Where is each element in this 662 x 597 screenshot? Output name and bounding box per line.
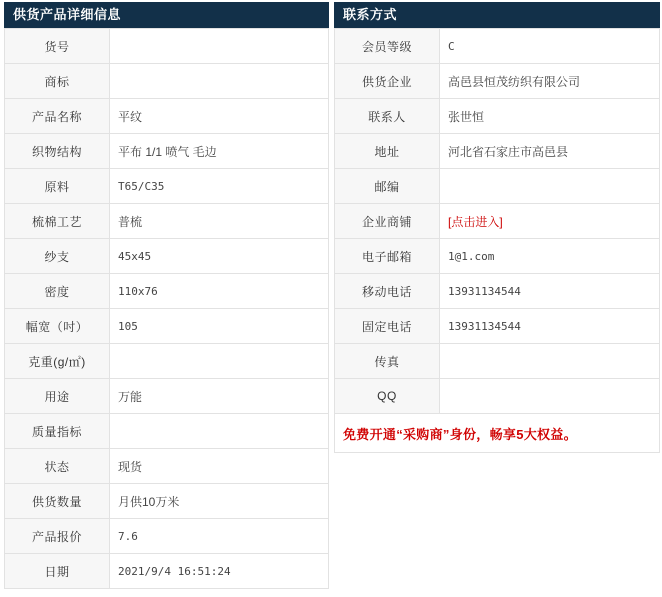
row-value-company: 高邑县恒茂纺织有限公司 [440, 64, 660, 99]
table-row [5, 64, 329, 99]
row-value-material: T65/C35 [110, 169, 329, 204]
table-row [335, 379, 660, 414]
row-value-postcode [440, 169, 660, 204]
row-label-quality-index: 质量指标 [5, 414, 110, 449]
table-row [335, 169, 660, 204]
promo-row [335, 414, 660, 453]
row-value-weight [110, 344, 329, 379]
row-label-fabric-structure: 织物结构 [5, 134, 110, 169]
row-label-email: 电子邮箱 [335, 239, 440, 274]
row-label-yarn-count: 纱支 [5, 239, 110, 274]
product-details-table [4, 28, 329, 589]
row-label-weight: 克重(g/㎡) [5, 344, 110, 379]
enter-shop-link[interactable]: [点击进入] [448, 214, 503, 229]
row-label-member-level: 会员等级 [335, 29, 440, 64]
row-value-yarn-count: 45x45 [110, 239, 329, 274]
row-label-material: 原料 [5, 169, 110, 204]
table-row [5, 379, 329, 414]
row-value-huohao [110, 29, 329, 64]
row-label-fax: 传真 [335, 344, 440, 379]
table-row [5, 309, 329, 344]
row-value-contact-person: 张世恒 [440, 99, 660, 134]
table-row [335, 64, 660, 99]
row-value-quality-index [110, 414, 329, 449]
contact-info-table [334, 28, 660, 453]
row-label-density: 密度 [5, 274, 110, 309]
row-value-density: 110x76 [110, 274, 329, 309]
table-row [5, 29, 329, 64]
table-row [5, 519, 329, 554]
row-value-usage: 万能 [110, 379, 329, 414]
row-value-shangbiao [110, 64, 329, 99]
row-label-huohao: 货号 [5, 29, 110, 64]
row-label-date: 日期 [5, 554, 110, 589]
table-row [5, 414, 329, 449]
row-label-contact-person: 联系人 [335, 99, 440, 134]
row-label-company-shop: 企业商铺 [335, 204, 440, 239]
table-row [335, 204, 660, 239]
row-value-date: 2021/9/4 16:51:24 [110, 554, 329, 589]
row-value-mobile-phone: 13931134544 [440, 274, 660, 309]
row-value-address: 河北省石家庄市高邑县 [440, 134, 660, 169]
row-value-company-shop [440, 204, 660, 239]
row-value-member-level: C [440, 29, 660, 64]
row-label-company: 供货企业 [335, 64, 440, 99]
row-value-qq [440, 379, 660, 414]
row-label-usage: 用途 [5, 379, 110, 414]
table-row [5, 449, 329, 484]
table-row [5, 554, 329, 589]
promo-cell[interactable] [335, 414, 660, 453]
row-label-landline-phone: 固定电话 [335, 309, 440, 344]
table-row [5, 99, 329, 134]
row-label-qq: QQ [335, 379, 440, 414]
table-row [5, 484, 329, 519]
table-row [5, 169, 329, 204]
table-row [335, 309, 660, 344]
table-row [335, 239, 660, 274]
table-row [5, 134, 329, 169]
product-details-header: 供货产品详细信息 [4, 2, 329, 28]
product-details-panel [4, 2, 329, 589]
row-label-supply-quantity: 供货数量 [5, 484, 110, 519]
table-row [335, 99, 660, 134]
table-row [5, 274, 329, 309]
table-row [5, 344, 329, 379]
row-label-mobile-phone: 移动电话 [335, 274, 440, 309]
row-value-carding-process: 普梳 [110, 204, 329, 239]
row-value-width: 105 [110, 309, 329, 344]
table-row [5, 239, 329, 274]
table-row [335, 134, 660, 169]
row-value-fabric-structure: 平布 1/1 喷气 毛边 [110, 134, 329, 169]
row-label-status: 状态 [5, 449, 110, 484]
row-label-width: 幅宽（吋） [5, 309, 110, 344]
contact-info-panel [334, 2, 660, 453]
row-value-supply-quantity: 月供10万米 [110, 484, 329, 519]
contact-info-header: 联系方式 [334, 2, 660, 28]
table-row [335, 274, 660, 309]
row-label-product-name: 产品名称 [5, 99, 110, 134]
row-label-address: 地址 [335, 134, 440, 169]
row-label-price: 产品报价 [5, 519, 110, 554]
row-value-product-name: 平纹 [110, 99, 329, 134]
row-value-landline-phone: 13931134544 [440, 309, 660, 344]
table-row [335, 29, 660, 64]
row-label-shangbiao: 商标 [5, 64, 110, 99]
buyer-upgrade-promo-text[interactable]: 免费开通“采购商”身份，畅享5大权益。 [343, 426, 577, 442]
row-value-email: 1@1.com [440, 239, 660, 274]
row-value-fax [440, 344, 660, 379]
row-label-carding-process: 梳棉工艺 [5, 204, 110, 239]
row-value-price: 7.6 [110, 519, 329, 554]
row-label-postcode: 邮编 [335, 169, 440, 204]
table-row [335, 344, 660, 379]
table-row [5, 204, 329, 239]
row-value-status: 现货 [110, 449, 329, 484]
